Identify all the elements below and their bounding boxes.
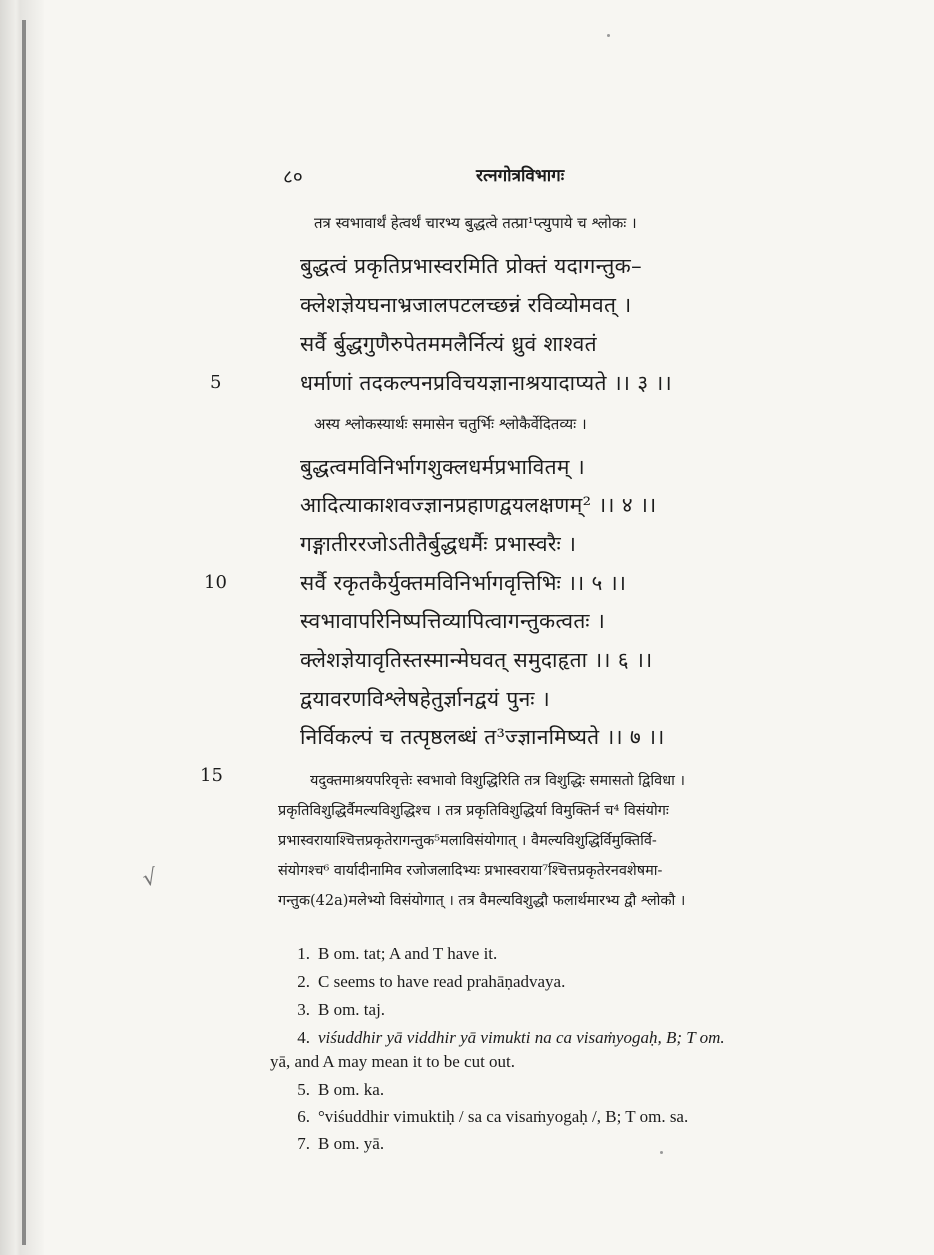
verse-line: बुद्धत्वमविनिर्भागशुक्लधर्मप्रभावितम् । [300, 455, 585, 479]
page-number: ८० [283, 166, 303, 188]
footnote-text: B om. yā. [318, 1134, 385, 1153]
intro-line-2: अस्य श्लोकस्यार्थः समासेन चतुर्भिः श्लोकैर्वेदितव्यः । [314, 415, 587, 433]
verse-line: क्लेशज्ञेयावृतिस्तस्मान्मेघवत् समुदाहृता ।। ६ ।। [300, 648, 653, 672]
scan-speck [660, 1151, 663, 1154]
margin-check-mark: √ [140, 864, 160, 893]
footnote-6 [276, 1107, 688, 1127]
footnote-text: B om. taj. [318, 1000, 386, 1019]
footnote-number: 6. [297, 1107, 310, 1126]
scan-speck [607, 34, 610, 37]
verse-line: द्वयावरणविश्लेषहेतुर्ज्ञानद्वयं पुनः । [300, 687, 551, 711]
prose-line: प्रभास्वरायाश्चित्तप्रकृतेरागन्तुक⁵मलाविसंयोगात् । वैमल्यविशुद्धिर्विमुक्तिर्वि- [278, 833, 657, 849]
footnote-number: 3. [297, 1000, 310, 1019]
prose-line: प्रकृतिविशुद्धिर्वैमल्यविशुद्धिश्च । तत्र प्रकृतिविशुद्धिर्या विमुक्तिर्न च⁴ विसंयोगः [278, 803, 669, 819]
footnote-5 [276, 1080, 384, 1100]
footnote-text: viśuddhir yā viddhir yā vimukti na ca visaṁyogaḥ, B; T om. [318, 1028, 725, 1047]
verse-line: सर्वै रकृतकैर्युक्तमविनिर्भागवृत्तिभिः ।। ५ ।। [300, 571, 627, 595]
footnote-text: B om. ka. [318, 1080, 385, 1099]
footnote-text: °viśuddhir vimuktiḥ / sa ca visaṁyogaḥ /, B; T om. sa. [318, 1107, 689, 1126]
footnote-7 [276, 1134, 384, 1154]
verse-line: आदित्याकाशवज्ज्ञानप्रहाणद्वयलक्षणम्² ।। ४ ।। [300, 493, 657, 517]
verse-line: क्लेशज्ञेयघनाभ्रजालपटलच्छन्नं रविव्योमवत् । [300, 293, 632, 317]
verse-line: बुद्धत्वं प्रकृतिप्रभास्वरमिति प्रोक्तं यदागन्तुक– [300, 254, 642, 278]
line-number-10: 10 [204, 572, 227, 593]
line-number-5: 5 [210, 372, 222, 393]
footnote-4-continuation: yā, and A may mean it to be cut out. [270, 1052, 516, 1071]
footnote-number: 7. [297, 1134, 310, 1153]
footnote-text: C seems to have read prahāṇadvaya. [318, 972, 566, 991]
verse-line: धर्माणां तदकल्पनप्रविचयज्ञानाश्रयादाप्यते ।। ३ ।। [300, 371, 672, 395]
footnote-number: 2. [297, 972, 310, 991]
footnote-number: 5. [297, 1080, 310, 1099]
footnote-text: B om. tat; A and T have it. [318, 944, 498, 963]
footnote-number: 4. [297, 1028, 310, 1047]
footnote-number: 1. [297, 944, 310, 963]
footnote-2 [276, 972, 565, 992]
verse-line: सर्वै र्बुद्धगुणैरुपेतममलैर्नित्यं ध्रुवं शाश्वतं [300, 332, 597, 356]
verse-line: निर्विकल्पं च तत्पृष्ठलब्धं त³ज्ज्ञानमिष्यते ।। ७ ।। [300, 725, 665, 749]
footnote-1 [276, 944, 497, 964]
prose-line: गन्तुक(42a)मलेभ्यो विसंयोगात् । तत्र वैमल्यविशुद्धौ फलार्थमारभ्य द्वौ श्लोकौ । [278, 893, 686, 909]
intro-line-1: तत्र स्वभावार्थं हेत्वर्थं चारभ्य बुद्धत्वे तत्प्रा¹प्त्युपाये च श्लोकः । [314, 214, 637, 232]
verse-line: गङ्गातीररजोऽतीतैर्बुद्धधर्मैः प्रभास्वरैः । [300, 532, 577, 556]
running-title: रत्नगोत्रविभागः [476, 166, 565, 186]
footnote-4 [276, 1028, 725, 1048]
prose-line: संयोगश्च⁶ वार्यादीनामिव रजोजलादिभ्यः प्रभास्वराया⁷श्चित्तप्रकृतेरनवशेषमा- [278, 863, 663, 879]
prose-line: यदुक्तमाश्रयपरिवृत्तेः स्वभावो विशुद्धिरिति तत्र विशुद्धिः समासतो द्विविधा । [310, 773, 685, 789]
verse-line: स्वभावापरिनिष्पत्तिव्यापित्वागन्तुकत्वतः । [300, 609, 606, 633]
footnote-3 [276, 1000, 385, 1020]
line-number-15: 15 [200, 765, 223, 786]
